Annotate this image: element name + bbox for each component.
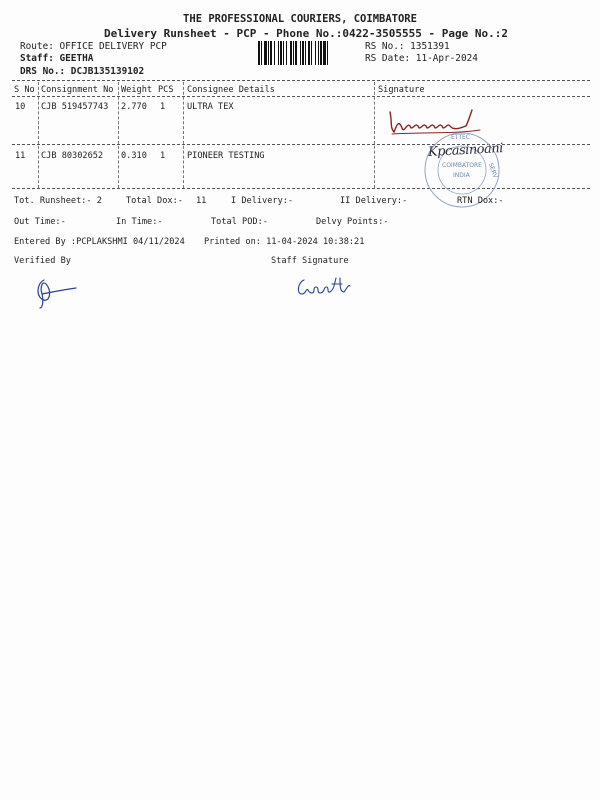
verifier-signature-icon	[32, 274, 82, 310]
col-header-consignment: Consignment No	[41, 85, 114, 95]
row-weight: 2.770	[121, 102, 147, 112]
row-pcs: 1	[160, 151, 166, 161]
row-sno: 10	[15, 102, 26, 112]
verified-by-label: Verified By	[14, 256, 71, 266]
row-consignee: ULTRA TEX	[187, 102, 234, 112]
in-time: In Time:-	[116, 217, 163, 227]
column-divider	[118, 82, 119, 188]
total-pod: Total POD:-	[211, 217, 268, 227]
row-consignment: CJB 80302652	[41, 151, 104, 161]
staff-signature-label: Staff Signature	[271, 256, 349, 266]
rs-number: RS No.: 1351391	[365, 41, 450, 52]
col-header-weight: Weight	[121, 85, 153, 95]
divider	[12, 96, 590, 97]
divider	[12, 80, 590, 81]
rtn-dox: RTN Dox:-	[457, 196, 504, 206]
column-divider	[183, 82, 184, 188]
total-dox-label: Total Dox:-	[126, 196, 183, 206]
tot-runsheet: Tot. Runsheet:- 2	[14, 196, 102, 206]
company-name: THE PROFESSIONAL COURIERS, COIMBATORE	[183, 13, 417, 25]
col-header-pcs: PCS	[158, 85, 174, 95]
company-seal-icon: ETTEC SERV COIMBATORE INDIA	[423, 131, 501, 209]
total-dox-value: 11	[196, 196, 207, 206]
divider	[12, 144, 590, 145]
staff-label: Staff: GEETHA	[20, 53, 94, 64]
row-pcs: 1	[160, 102, 166, 112]
row-weight: 0.310	[121, 151, 147, 161]
i-delivery: I Delivery:-	[231, 196, 294, 206]
divider	[12, 188, 590, 189]
delvy-points: Delvy Points:-	[316, 217, 389, 227]
out-time: Out Time:-	[14, 217, 66, 227]
column-divider	[38, 82, 39, 188]
barcode	[258, 41, 358, 65]
row-consignment: CJB 519457743	[41, 102, 109, 112]
rs-date: RS Date: 11-Apr-2024	[365, 53, 478, 64]
col-header-sno: S No	[14, 85, 35, 95]
route-label: Route: OFFICE DELIVERY PCP	[20, 41, 167, 52]
staff-signature-icon	[294, 272, 356, 302]
entered-by: Entered By :PCPLAKSHMI 04/11/2024	[14, 237, 185, 247]
drs-number: DRS No.: DCJB135139102	[20, 66, 145, 77]
row-consignee: PIONEER TESTING	[187, 151, 265, 161]
column-divider	[374, 82, 375, 188]
runsheet-title: Delivery Runsheet - PCP - Phone No.:0422-3505555 - Page No.:2	[104, 27, 508, 40]
ii-delivery: II Delivery:-	[340, 196, 408, 206]
row-sno: 11	[15, 151, 26, 161]
handwritten-signature: Kpcasinoani	[427, 141, 504, 160]
printed-on: Printed on: 11-04-2024 10:38:21	[204, 237, 365, 247]
col-header-consignee: Consignee Details	[187, 85, 275, 95]
col-header-signature: Signature	[378, 85, 425, 95]
